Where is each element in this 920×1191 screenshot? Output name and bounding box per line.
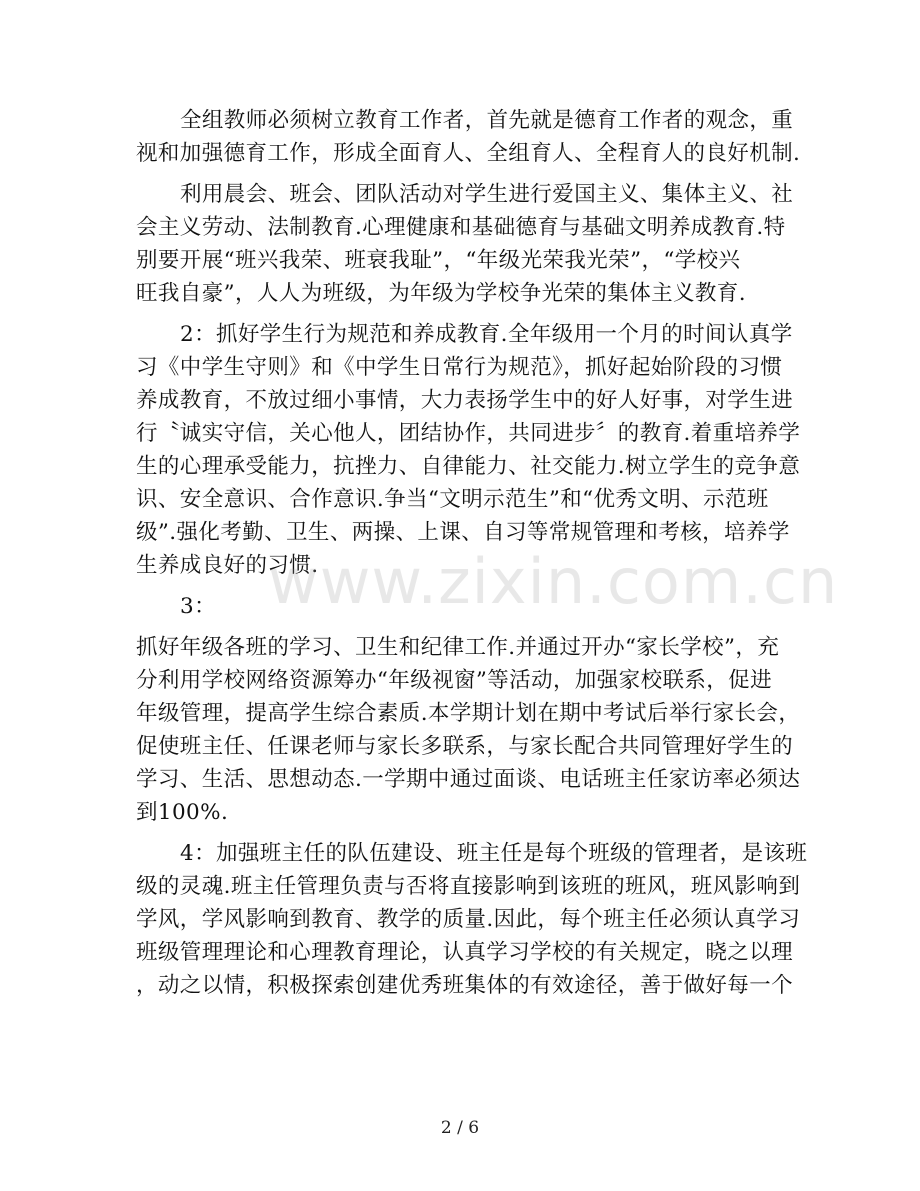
paragraph-line: 班级管理理论和心理教育理论，认真学习学校的有关规定，晓之以理: [136, 940, 794, 965]
paragraph-line: 促使班主任、任课老师与家长多联系，与家长配合共同管理好学生的: [136, 734, 794, 759]
paragraph-line: 行〝诚实守信，关心他人，团结协作，共同进步〞的教育.着重培养学: [136, 421, 801, 446]
paragraph-line: 会主义劳动、法制教育.心理健康和基础德育与基础文明养成教育.特: [136, 215, 786, 240]
paragraph-line: 习《中学生守则》和《中学生日常行为规范》，抓好起始阶段的习惯: [136, 355, 783, 380]
paragraph-line: 到100%.: [136, 800, 229, 825]
paragraph-line: 学风，学风影响到教育、教学的质量.因此，每个班主任必须认真学习: [136, 907, 801, 932]
paragraph-line: 年级管理，提高学生综合素质.本学期计划在期中考试后举行家长会，: [136, 701, 801, 726]
paragraph-4: [136, 590, 784, 623]
paragraph-line: 养成教育，不放过细小事情，大力表扬学生中的好人好事，对学生进: [136, 388, 794, 413]
paragraph-5: [136, 631, 801, 829]
paragraph-2: [136, 178, 794, 310]
paragraph-line: 全组教师必须树立教育工作者，首先就是德育工作者的观念，重: [180, 108, 794, 133]
paragraph-line: 4：加强班主任的队伍建设、班主任是每个班级的管理者，是该班: [180, 841, 808, 866]
page-number: 2 / 6: [440, 1118, 480, 1138]
paragraph-line: 级”.强化考勤、卫生、两操、上课、自习等常规管理和考核，培养学: [136, 520, 790, 545]
paragraph-line: 学习、生活、思想动态.一学期中通过面谈、电话班主任家访率必须达: [136, 767, 801, 792]
paragraph-line: 级的灵魂.班主任管理负责与否将直接影响到该班的班风，班风影响到: [136, 874, 801, 899]
paragraph-line: 生的心理承受能力，抗挫力、自律能力、社交能力.树立学生的竞争意: [136, 454, 801, 479]
paragraph-1: [136, 104, 801, 170]
paragraph-line: 抓好年级各班的学习、卫生和纪律工作.并通过开办“家长学校”，充: [136, 635, 780, 660]
paragraph-line: 识、安全意识、合作意识.争当“文明示范生”和“优秀文明、示范班: [136, 487, 769, 512]
watermark: www.zixin.com.cn: [268, 545, 839, 618]
paragraph-3: [136, 318, 801, 582]
paragraph-line: 别要开展“班兴我荣、班衰我耻”，“年级光荣我光荣”，“学校兴: [136, 248, 741, 273]
paragraph-line: 2：抓好学生行为规范和养成教育.全年级用一个月的时间认真学: [180, 322, 793, 347]
paragraph-line: 生养成良好的习惯.: [136, 553, 319, 578]
document-body: [136, 104, 808, 1010]
paragraph-line: 3：: [180, 594, 216, 619]
paragraph-line: 分利用学校网络资源筹办“年级视窗”等活动，加强家校联系，促进: [136, 668, 772, 693]
paragraph-6: [136, 837, 808, 1002]
paragraph-line: 视和加强德育工作，形成全面育人、全组育人、全程育人的良好机制.: [136, 141, 801, 166]
paragraph-line: ，动之以情，积极探索创建优秀班集体的有效途径，善于做好每一个: [136, 973, 794, 998]
paragraph-line: 旺我自豪”，人人为班级，为年级为学校争光荣的集体主义教育.: [136, 281, 746, 306]
paragraph-line: 利用晨会、班会、团队活动对学生进行爱国主义、集体主义、社: [180, 182, 794, 207]
